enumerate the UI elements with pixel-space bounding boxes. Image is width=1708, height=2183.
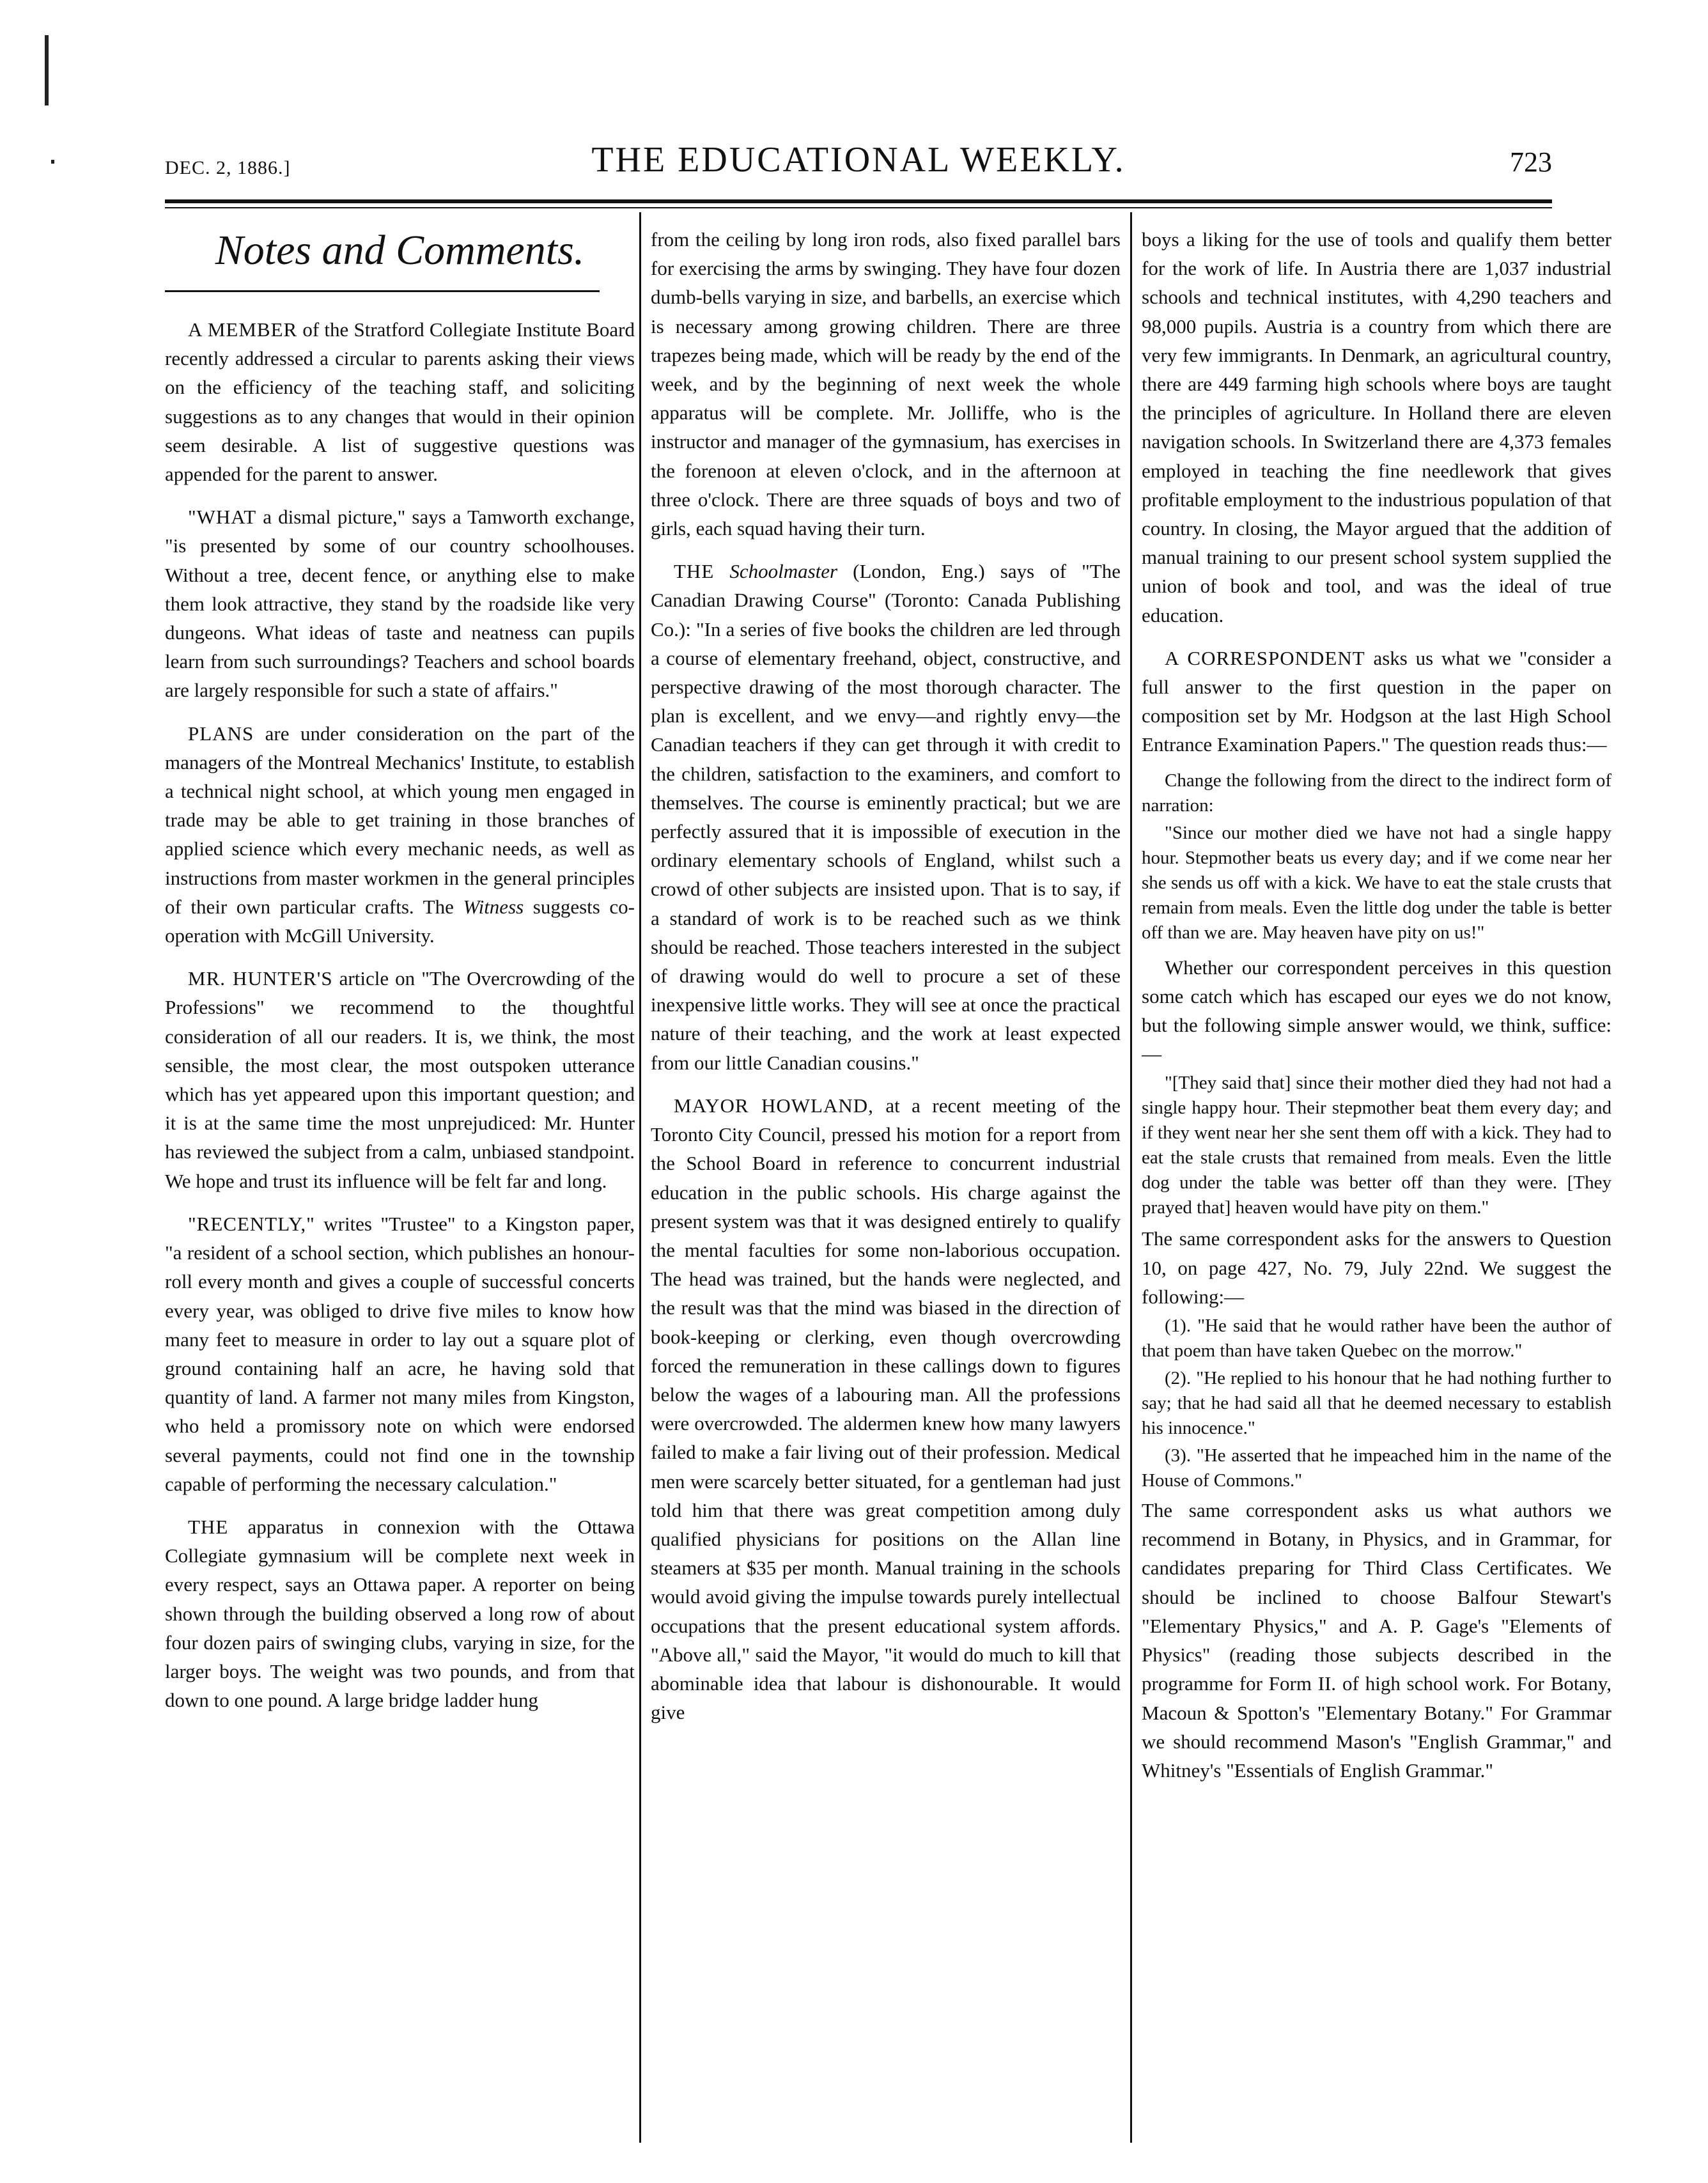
column-1	[165, 225, 635, 2136]
column-3	[1142, 225, 1611, 2136]
suggestion-1: (1). "He said that he would rather have been the author of that poem than have taken Quebec on the morrow."	[1142, 1316, 1611, 1362]
paragraph-trustee: "RECENTLY," writes "Trustee" to a Kingston paper, "a resident of a school section, which publishes an honour-roll every month and gives a couple of successful concerts every year, was obliged to drive five miles to know how many feet to measure in order to lay out a square plot of ground containing half an acre, he having sold that quantity of land. A farmer not many miles from Kingston, who held a promissory note on which were endorsed several payments, could not find one in the township capable of performing the necessary calculation."	[165, 1212, 635, 1495]
margin-mark-small	[51, 160, 54, 164]
paragraph-answer-intro: Whether our correspondent perceives in this question some catch which has escaped our eyes we do not know, but the following simple answer would, we think, suffice:—	[1142, 956, 1611, 1066]
question-instruction: Change the following from the direct to the indirect form of narration:	[1142, 770, 1611, 816]
paragraph-correspondent: A CORRESPONDENT asks us what we "consider a full answer to the first question in the paper on composition set by Mr. Hodgson at the last High School Entrance Examination Papers." The question reads thus:—	[1142, 646, 1611, 756]
paragraph-gymnasium: THE apparatus in connexion with the Ottawa Collegiate gymnasium will be complete next week in every respect, says an Ottawa paper. A reporter on being shown through the building observed a long row of about four dozen pairs of swinging clubs, varying in size, for the larger boys. The weight was two pounds, and from that down to one pound. A large bridge ladder hung	[165, 1515, 635, 1712]
header-rule-thin	[165, 207, 1552, 208]
page-number: 723	[1510, 146, 1552, 178]
publication-title: THE EDUCATIONAL WEEKLY.	[591, 140, 1126, 180]
margin-mark	[45, 35, 49, 105]
paragraph-circular: A MEMBER of the Stratford Collegiate Institute Board recently addressed a circular to parents asking their views on the efficiency of the teaching staff, and soliciting suggestions as to any changes that would in their opinion seem desirable. A list of suggestive questions was appended for the parent to answer.	[165, 318, 635, 486]
page-header	[165, 139, 1552, 190]
paragraph-question-ten: The same correspondent asks for the answers to Question 10, on page 427, No. 79, July 22nd. We suggest the following:—	[1142, 1227, 1611, 1308]
section-title-rule	[165, 290, 600, 292]
paragraph-schoolhouses: "WHAT a dismal picture," says a Tamworth exchange, "is presented by some of our country schoolhouses. Without a tree, decent fence, or anything else to make them look attractive, they stand by the roadside like very dungeons. What ideas of taste and neatness can pupils learn from such surroundings? Teachers and school boards are largely responsible for such a state of affairs."	[165, 506, 635, 702]
paragraph-gymnasium-continued: from the ceiling by long iron rods, also fixed parallel bars for exercising the arms by swinging. They have four dozen dumb-bells varying in size, and barbells, an exercise which is necessary among growing children. There are three trapezes being made, which will be ready by the end of the week, and by the beginning of next week the whole apparatus will be complete. Mr. Jolliffe, who is the instructor and manager of the gymnasium, has exercises in the forenoon at eleven o'clock, and in the afternoon at three o'clock. There are three squads of boys and two of girls, each squad having their turn.	[651, 228, 1121, 540]
paragraph-drawing-course: THE Schoolmaster (London, Eng.) says of "The Canadian Drawing Course" (Toronto: Canada Publishing Co.): "In a series of five books the children are led through a course of elementary freehand, object, constructive, and perspective drawing of the most thorough character. The plan is excellent, and we envy—and rightly envy—the Canadian teachers if they can get through it with credit to the children, satisfaction to the examiners, and comfort to themselves. The course is eminently practical; but we are perfectly assured that it is impossible of execution in the ordinary elementary schools of England, whilst such a crowd of other subjects are insisted upon. That is to say, if a standard of work is to be reached such as we think should be reached. Those teachers interested in the subject of drawing would do well to procure a set of these inexpensive little works. They will see at once the practical nature of their teaching, and the work at least expected from our little Canadian cousins."	[651, 560, 1121, 1074]
suggestion-2: (2). "He replied to his honour that he had nothing further to say; that he had said all that he deemed necessary to establish his innocence."	[1142, 1368, 1611, 1439]
column-divider-2	[1130, 212, 1132, 2143]
paragraph-mayor-continued: boys a liking for the use of tools and qualify them better for the work of life. In Austria there are 1,037 industrial schools and technical institutes, with 4,290 teachers and 98,000 pupils. Austria is a country from which there are very few immigrants. In Denmark, an agricultural country, there are 449 farming high schools where boys are taught the principles of agriculture. In Holland there are eleven navigation schools. In Switzerland there are 4,373 females employed in teaching the fine needlework that gives profitable employment to the industrious population of that country. In closing, the Mayor argued that the addition of manual training to our present school system supplied the union of book and tool, and was the ideal of true education.	[1142, 228, 1611, 626]
paragraph-mayor-howland: MAYOR HOWLAND, at a recent meeting of the Toronto City Council, pressed his motion for a report from the School Board in reference to concurrent industrial education in the public schools. His charge against the present system was that it was designed entirely to qualify the mental faculties for some non-laborious occupation. The head was trained, but the hands were neglected, and the result was that the mind was biased in the direction of book-keeping or clerking, even though overcrowding forced the remuneration in these callings down to figures below the wages of a labouring man. All the professions were overcrowded. The aldermen knew how many lawyers failed to make a fair living out of their profession. Medical men were scarcely better situated, for a gentleman had just told him that there was great competition among duly qualified physicians for positions on the Allan line steamers at $35 per month. Manual training in the schools would avoid giving the impulse towards purely intellectual occupations that the present educational system affords. "Above all," said the Mayor, "it would do much to kill that abominable idea that labour is dishonourable. It would give	[651, 1094, 1121, 1724]
paragraph-professions: MR. HUNTER'S article on "The Overcrowding of the Professions" we recommend to the thoughtful consideration of all our readers. It is, we think, the most sensible, the most clear, the most outspoken utterance which has yet appeared upon this important question; and it is at the same time the most unprejudiced: Mr. Hunter has reviewed the subject from a calm, unbiased standpoint. We hope and trust its influence will be felt far and long.	[165, 967, 635, 1192]
answer-passage: "[They said that] since their mother died they had not had a single happy hour. Their stepmother beat them every day; and if they went near her she sent them off with a kick. They had to eat the stale crusts that remained from meals. Even the little dog under the table was better off than they were. [They prayed that] heaven would have pity on them."	[1142, 1073, 1611, 1218]
suggestion-3: (3). "He asserted that he impeached him in the name of the House of Commons."	[1142, 1445, 1611, 1491]
issue-date: DEC. 2, 1886.]	[165, 157, 291, 178]
column-divider-1	[639, 212, 641, 2143]
paragraph-night-school: PLANS are under consideration on the part of the managers of the Montreal Mechanics' Institute, to establish a technical night school, at which young men engaged in trade may be able to get training in those branches of applied science which every mechanic needs, as well as instructions from master workmen in the general principles of their own particular crafts. The Witness suggests co-operation with McGill University.	[165, 722, 635, 947]
header-rule-thick	[165, 199, 1552, 203]
question-passage: "Since our mother died we have not had a single happy hour. Stepmother beats us every day; and if we come near her she sends us off with a kick. We have to eat the stale crusts that remain from meals. Even the little dog under the table is better off than we are. May heaven have pity on us!"	[1142, 822, 1611, 943]
paragraph-textbooks: The same correspondent asks us what authors we recommend in Botany, in Physics, and in Grammar, for candidates preparing for Third Class Certificates. We should be inclined to choose Balfour Stewart's "Elementary Physics," and A. P. Gage's "Elements of Physics" (reading those subjects described in the programme for Form II. of high school work. For Botany, Macoun & Spotton's "Elementary Botany." For Grammar we should recommend Mason's "English Grammar," and Whitney's "Essentials of English Grammar."	[1142, 1499, 1611, 1782]
section-title: Notes and Comments.	[215, 227, 585, 274]
column-2	[651, 225, 1121, 2136]
